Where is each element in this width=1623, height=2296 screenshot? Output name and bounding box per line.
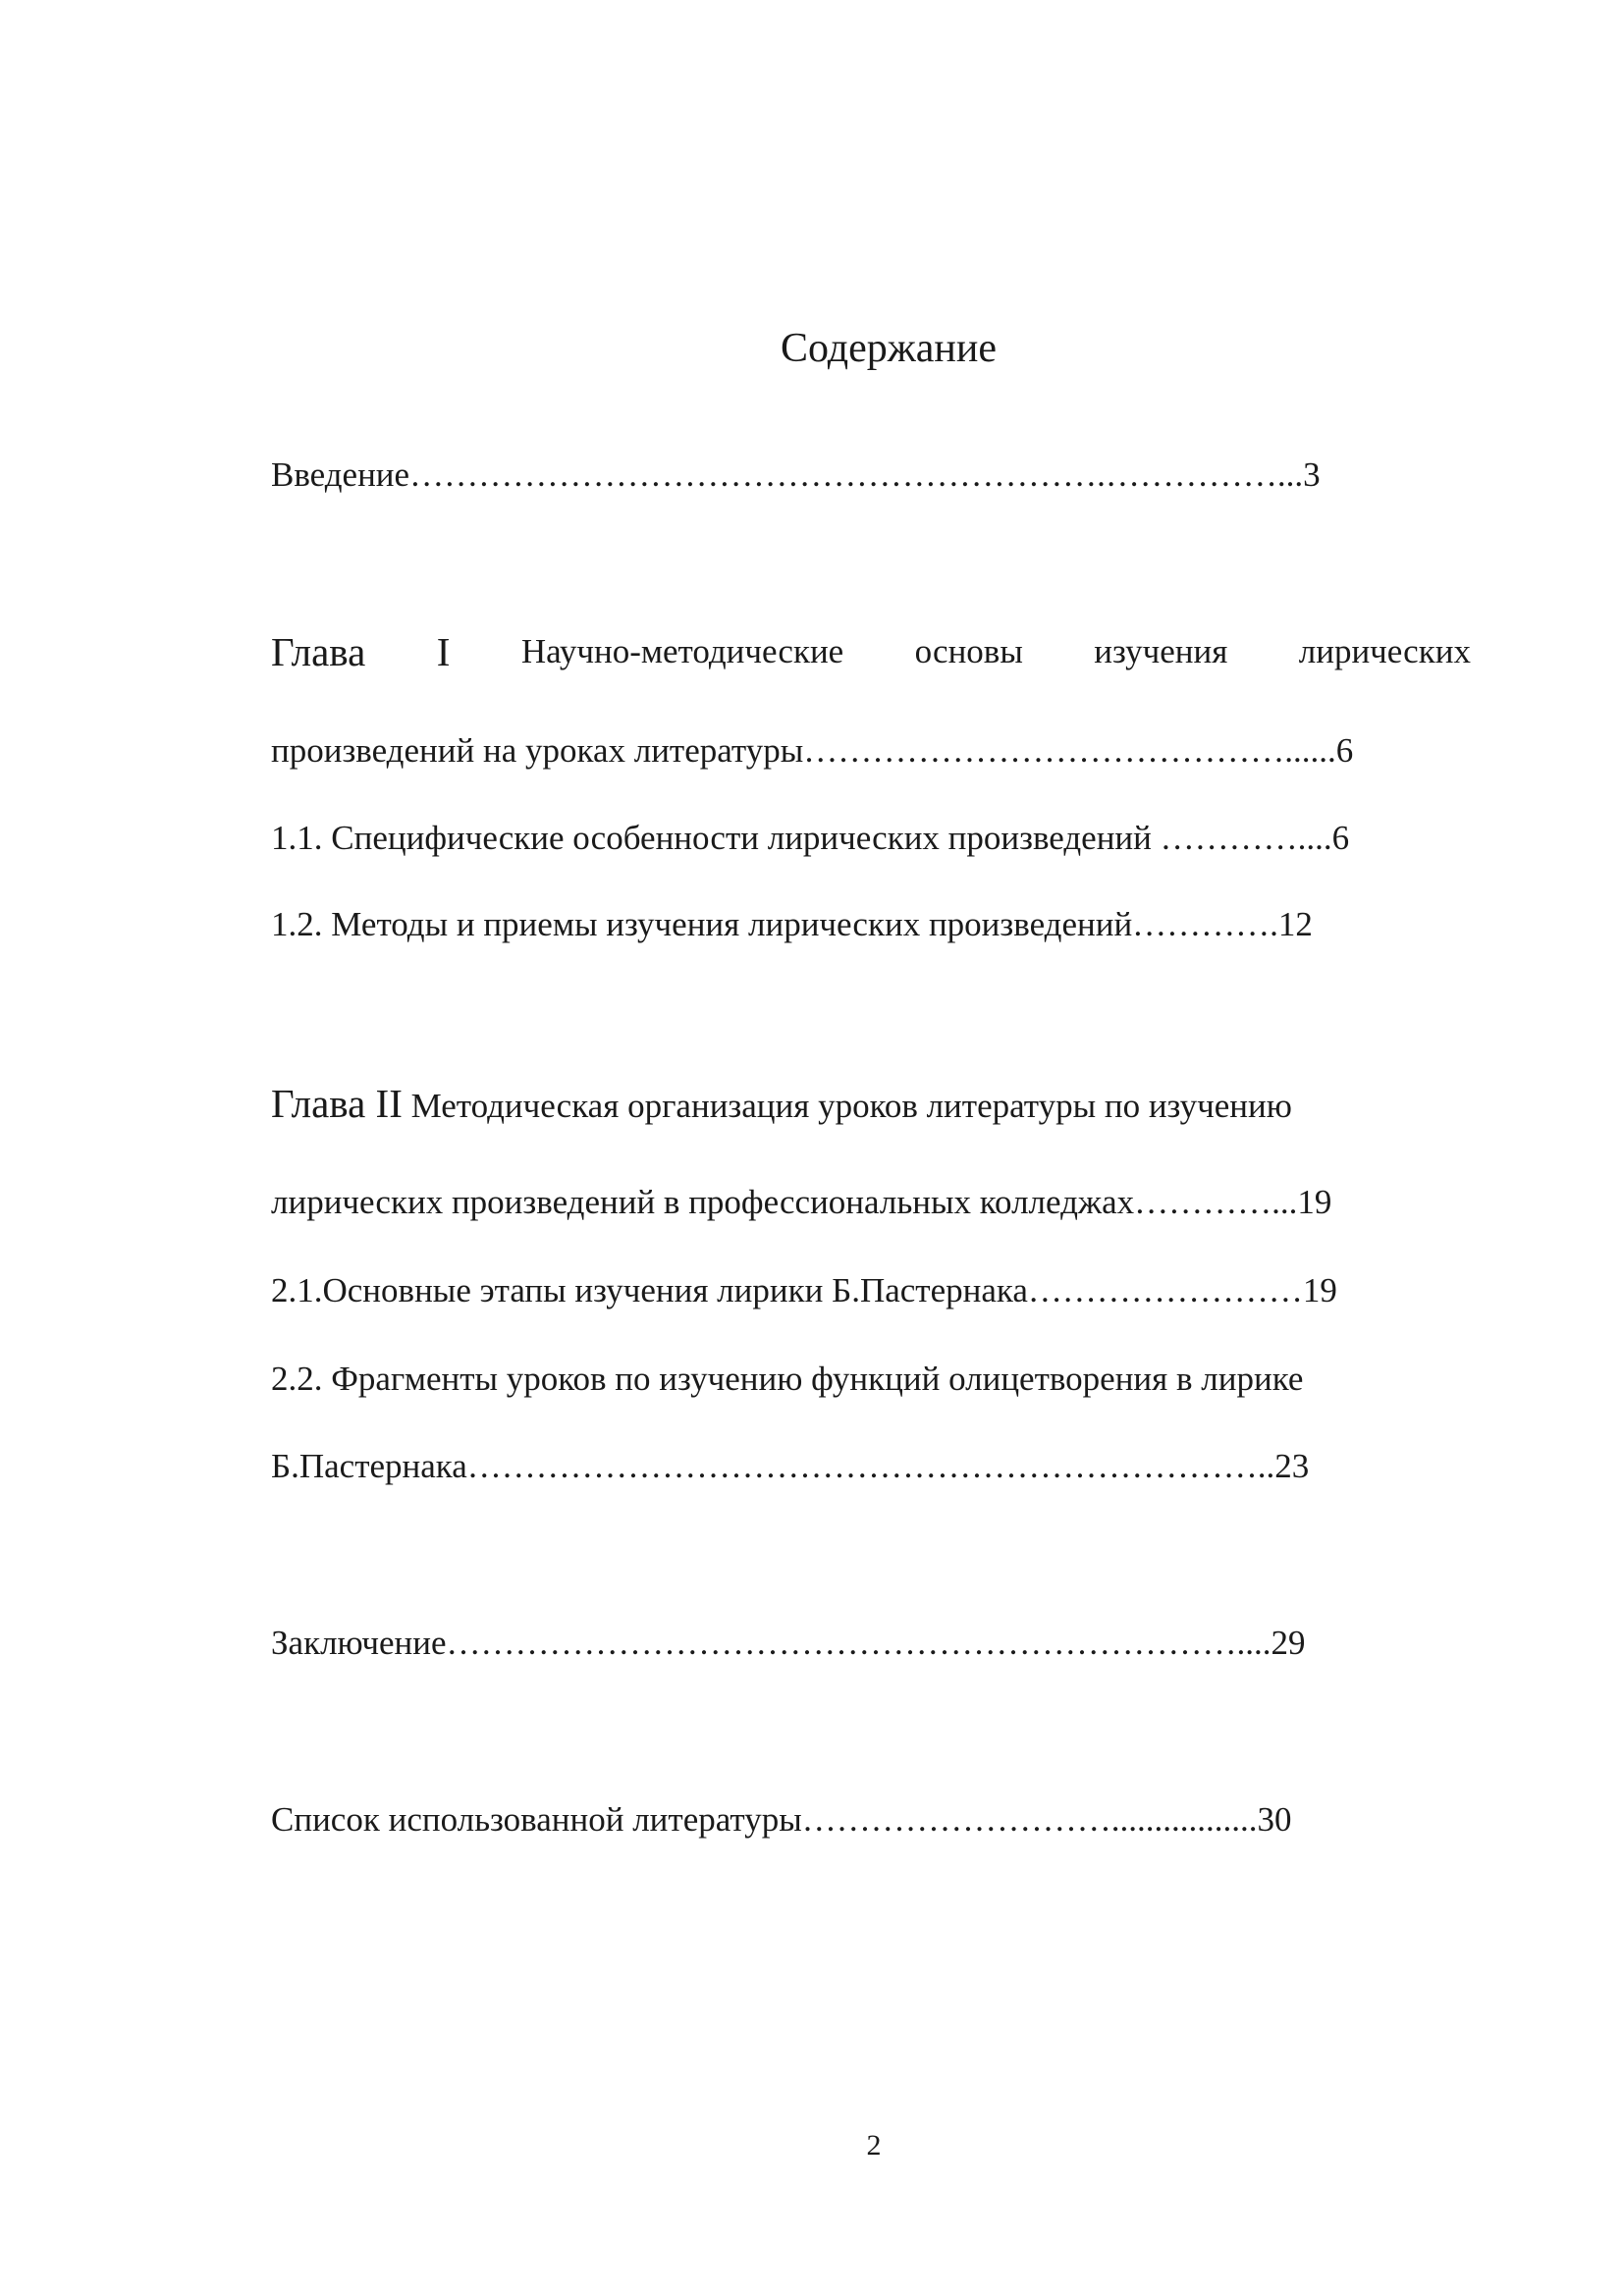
page-number: 2	[866, 2129, 882, 2162]
toc-entry-section-1-2: 1.2. Методы и приемы изучения лирических произведений………….12	[271, 905, 1313, 943]
toc-entry-section-1-1: 1.1. Специфические особенности лирических произведений …………....6	[271, 819, 1350, 857]
chapter-1-word-glava: Глава	[271, 629, 366, 674]
toc-entry-section-2-2-line-1: 2.2. Фрагменты уроков по изучению функций олицетворения в лирике	[271, 1360, 1304, 1398]
toc-entry-section-2-2-line-2: Б.Пастернака……………………………………………………………..23	[271, 1447, 1310, 1485]
chapter-1-word-3: Научно-методические	[520, 632, 844, 670]
chapter-1-word-6: лирических	[1298, 632, 1471, 670]
chapter-1-word-numeral: I	[436, 629, 451, 674]
page-title: Содержание	[780, 326, 998, 371]
chapter-1-word-4: основы	[914, 632, 1023, 670]
toc-entry-chapter-1-line-2: произведений на уроках литературы……………………………………......6	[271, 731, 1354, 770]
toc-entry-chapter-2-line-2: лирических произведений в профессиональных колледжах…………...19	[271, 1183, 1332, 1221]
toc-entry-chapter-2-line-1	[271, 1082, 1292, 1128]
chapter-2-title-rest: Методическая организация уроков литературы по изучению	[402, 1087, 1292, 1125]
toc-entry-conclusion: Заключение……………………………………………………………....29	[271, 1624, 1306, 1662]
toc-entry-section-2-1: 2.1.Основные этапы изучения лирики Б.Пастернака……………………19	[271, 1271, 1337, 1309]
chapter-2-label: Глава II	[271, 1081, 403, 1126]
chapter-1-word-5: изучения	[1094, 632, 1228, 670]
toc-entry-introduction: Введение…………………………………………………….……………...3	[271, 455, 1321, 494]
toc-entry-chapter-1-line-1	[271, 630, 1471, 673]
toc-entry-bibliography: Список использованной литературы……………………….................30	[271, 1800, 1292, 1839]
